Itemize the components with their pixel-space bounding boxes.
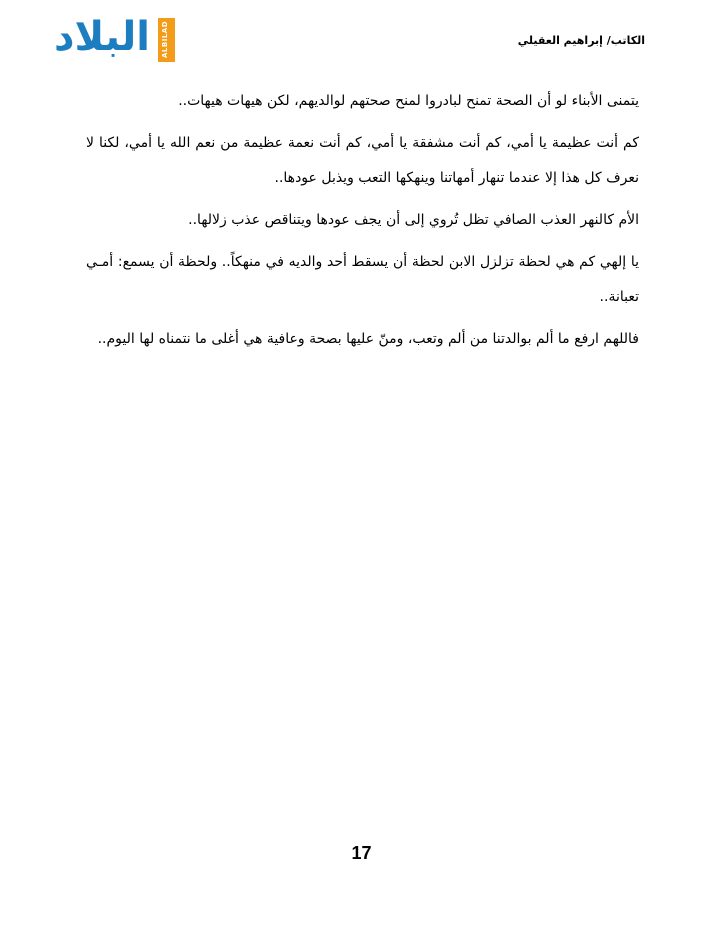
- albilad-logo: [48, 6, 178, 64]
- paragraph: كم أنت عظيمة يا أمي، كم أنت مشفقة يا أمي، كم أنت نعمة عظيمة من نعم الله يا أمي، لكنا لا نعرف كل هذا إلا عندما تنهار أمهاتنا وينهكها التعب ويذبل عودها..: [86, 135, 639, 186]
- author-byline: الكاتب/ إبراهيم العقيلي: [517, 34, 645, 47]
- article-body: [86, 84, 639, 364]
- paragraph: يا إلهي كم هي لحظة تزلزل الابن لحظة أن يسقط أحد والديه في منهكاً.. ولحظة أن يسمع: أمـي تعبانة..: [86, 254, 639, 305]
- paragraph: يتمنى الأبناء لو أن الصحة تمنح لبادروا لمنح صحتهم لوالديهم، لكن هيهات هيهات..: [178, 93, 639, 109]
- page-number: 17: [351, 843, 372, 863]
- logo-text: البلاد: [54, 14, 150, 60]
- logo-tv-badge: [158, 6, 175, 62]
- paragraph: فاللهم ارفع ما ألم بوالدتنا من ألم وتعب، ومنّ عليها بصحة وعافية هي أغلى ما نتمناه لها اليوم..: [97, 331, 639, 347]
- logo-tv-label: ALBILAD TV: [161, 6, 169, 58]
- paragraph: الأم كالنهر العذب الصافي تظل تُروي إلى أن يجف عودها ويتناقص عذب زلالها..: [188, 212, 639, 228]
